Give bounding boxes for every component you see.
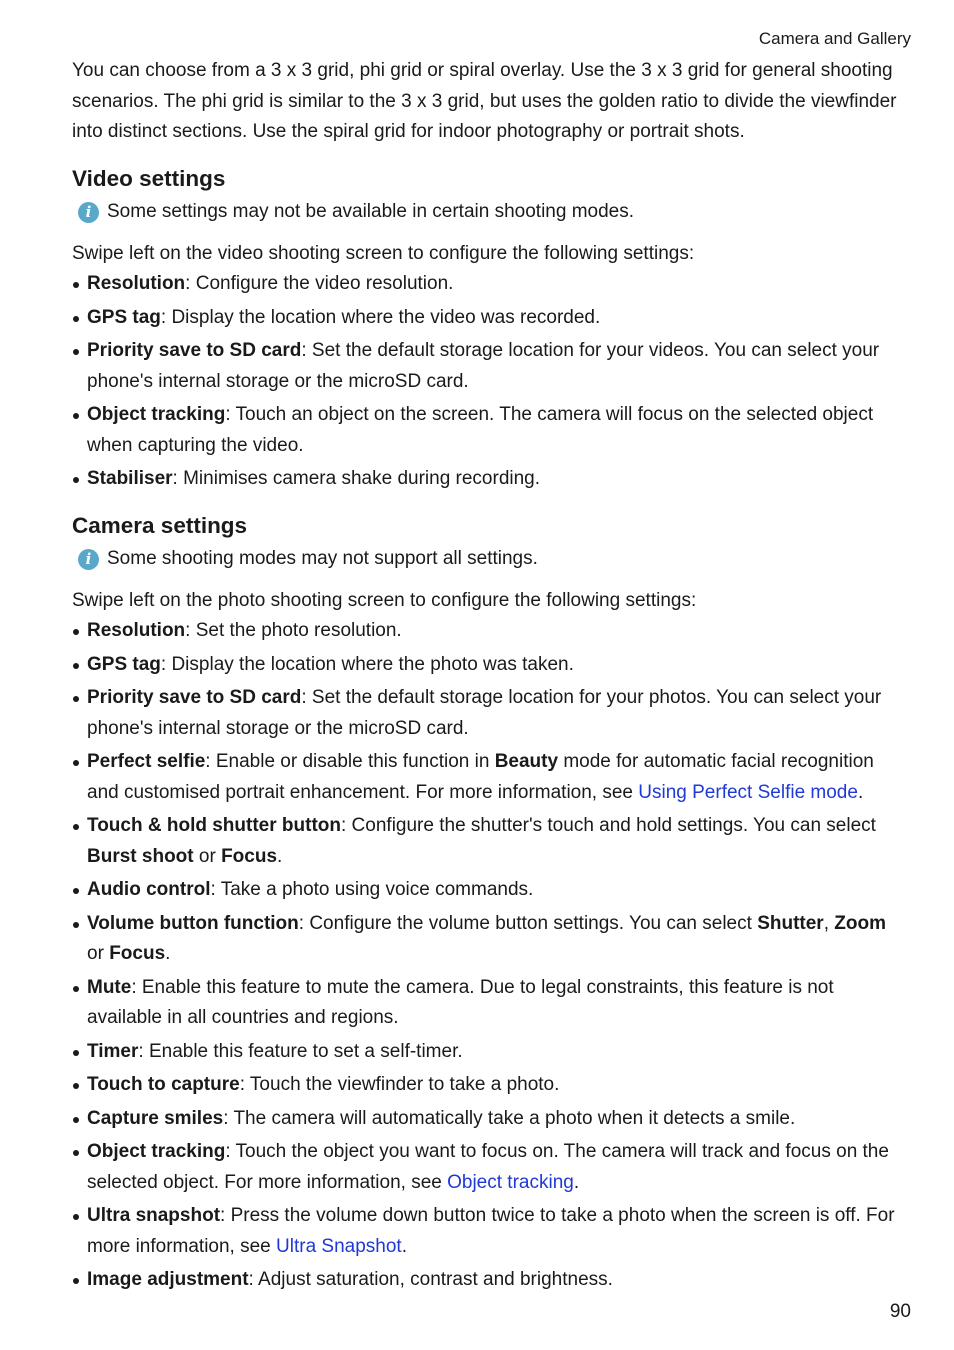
video-note — [72, 199, 904, 225]
video-settings-list — [72, 269, 904, 495]
list-item: Timer: Enable this feature to set a self-timer. — [72, 1037, 904, 1068]
list-item: Priority save to SD card: Set the default storage location for your photos. You can select your phone's internal storage or the microSD card. — [72, 683, 904, 744]
camera-settings-title: Camera settings — [72, 512, 248, 538]
list-item: Mute: Enable this feature to mute the camera. Due to legal constraints, this feature is not available in all countries and regions. — [72, 973, 904, 1034]
list-item: Volume button function: Configure the volume button settings. You can select Shutter, Zoom or Focus. — [72, 909, 904, 970]
camera-note — [72, 546, 904, 572]
video-settings-title: Video settings — [72, 165, 226, 191]
list-item: Object tracking: Touch the object you want to focus on. The camera will track and focus on the selected object. For more information, see Object tracking. — [72, 1137, 904, 1198]
list-item: Capture smiles: The camera will automatically take a photo when it detects a smile. — [72, 1104, 904, 1135]
list-item: Touch to capture: Touch the viewfinder to take a photo. — [72, 1070, 904, 1101]
info-icon: i — [78, 549, 99, 570]
list-item: Stabiliser: Minimises camera shake during recording. — [72, 464, 904, 495]
list-item: Audio control: Take a photo using voice commands. — [72, 875, 904, 906]
intro-paragraph: You can choose from a 3 x 3 grid, phi grid or spiral overlay. Use the 3 x 3 grid for general shooting scenarios. The phi grid is similar to the 3 x 3 grid, but uses the golden ratio to divide the viewfinder into distinct sections. Use the spiral grid for indoor photography or portrait shots. — [72, 60, 897, 142]
list-item: Touch & hold shutter button: Configure the shutter's touch and hold settings. You can select Burst shoot or Focus. — [72, 811, 904, 872]
list-item: Resolution: Set the photo resolution. — [72, 616, 904, 647]
page-content — [72, 56, 904, 1299]
list-item: Ultra snapshot: Press the volume down button twice to take a photo when the screen is off. For more information, see Ultra Snapshot. — [72, 1201, 904, 1262]
ultra-snapshot-link[interactable]: Ultra Snapshot — [276, 1235, 402, 1257]
list-item: Priority save to SD card: Set the default storage location for your videos. You can select your phone's internal storage or the microSD card. — [72, 336, 904, 397]
camera-settings-list — [72, 616, 904, 1296]
video-lead: Swipe left on the video shooting screen to configure the following settings: — [72, 242, 695, 264]
list-item: Image adjustment: Adjust saturation, contrast and brightness. — [72, 1265, 904, 1296]
video-note-text: Some settings may not be available in certain shooting modes. — [107, 200, 635, 222]
page-header: Camera and Gallery — [758, 29, 911, 48]
page-number: 90 — [889, 1301, 911, 1322]
list-item: Object tracking: Touch an object on the screen. The camera will focus on the selected object when capturing the video. — [72, 400, 904, 461]
object-tracking-link[interactable]: Object tracking — [447, 1171, 574, 1193]
list-item: Resolution: Configure the video resolution. — [72, 269, 904, 300]
list-item: GPS tag: Display the location where the photo was taken. — [72, 650, 904, 681]
camera-lead: Swipe left on the photo shooting screen to configure the following settings: — [72, 589, 697, 611]
list-item: Perfect selfie: Enable or disable this function in Beauty mode for automatic facial recognition and customised portrait enhancement. For more information, see Using Perfect Selfie mode. — [72, 747, 904, 808]
info-icon: i — [78, 202, 99, 223]
perfect-selfie-link[interactable]: Using Perfect Selfie mode — [638, 781, 858, 803]
list-item: GPS tag: Display the location where the video was recorded. — [72, 303, 904, 334]
camera-note-text: Some shooting modes may not support all settings. — [107, 547, 538, 569]
